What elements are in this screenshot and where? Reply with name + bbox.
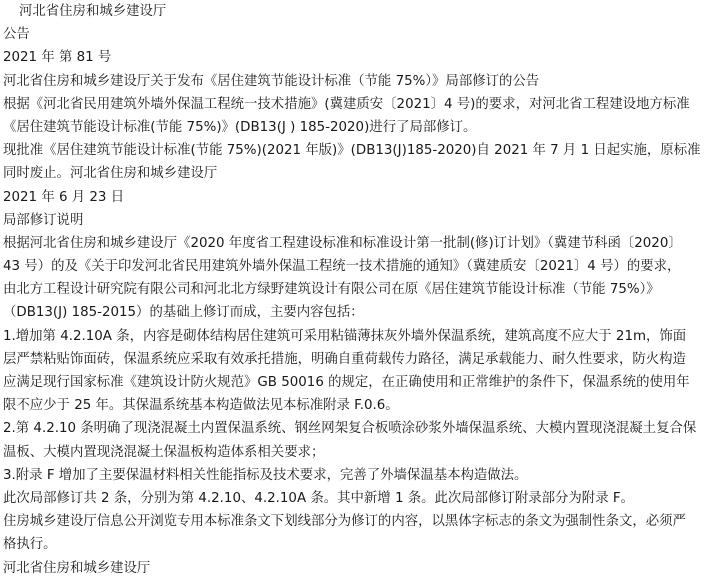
- paragraph-1-line-2: 《居住建筑节能设计标准(节能 75%)》(DB13(J ) 185-2020)进行了局部修订。: [3, 119, 477, 135]
- item-2-line-2: 温板、大模内置现浇混凝土保温板构造体系相关要求；: [3, 444, 325, 460]
- document-body: [3, 0, 717, 580]
- header-org: 河北省住房和城乡建设厅: [19, 4, 167, 19]
- notice-title: 河北省住房和城乡建设厅关于发布《居住建筑节能设计标准（节能 75%）》局部修订的公告: [3, 73, 540, 89]
- issue-date: 2021 年 6 月 23 日: [3, 189, 125, 205]
- notice-label: 公告: [3, 27, 30, 43]
- paragraph-2-line-1: 现批准《居住建筑节能设计标准(节能 75%)(2021 年版)》(DB13(J)185-2020)自 2021 年 7 月 1 日起实施，原标准: [3, 143, 701, 159]
- summary-line: 此次局部修订共 2 条，分别为第 4.2.10、4.2.10A 条。其中新增 1 条。此次局部修订附录部分为附录 F。: [3, 490, 634, 506]
- item-1-line-3: 应满足现行国家标准《建筑设计防火规范》GB 50016 的规定，在正确使用和正常维护的条件下，保温系统的使用年: [3, 375, 690, 390]
- item-3-line-1: 3.附录 F 增加了主要保温材料相关性能指标及技术要求，完善了外墙保温基本构造做法。: [3, 467, 528, 483]
- item-1-line-2: 层严禁粘贴饰面砖，保温系统应采取有效承托措施，明确自重荷载传力路径，满足承载能力、耐久性要求，防火构造: [3, 351, 686, 367]
- paragraph-3-line-4: （DB13(J) 185-2015）的基础上修订而成，主要内容包括：: [3, 305, 364, 321]
- note-line-1: 住房城乡建设厅信息公开浏览专用本标准条文下划线部分为修订的内容，以黑体字标志的条文为强制性条文，必须严: [3, 514, 686, 530]
- item-1-line-4: 限不应少于 25 年。其保温系统基本构造做法见本标准附录 F.0.6。: [3, 398, 399, 414]
- paragraph-3-line-1: 根据河北省住房和城乡建设厅《2020 年度省工程建设标准和标准设计第一批制(修)订计划》（冀建节科函〔2020〕: [3, 235, 682, 251]
- notice-number: 2021 年 第 81 号: [3, 50, 112, 66]
- footer-org: 河北省住房和城乡建设厅: [3, 560, 151, 576]
- paragraph-1-line-1: 根据《河北省民用建筑外墙外保温工程统一技术措施》(冀建质安〔2021〕4 号)的要求，对河北省工程建设地方标准: [3, 96, 690, 112]
- paragraph-3-line-3: 由北方工程设计研究院有限公司和河北北方绿野建筑设计有限公司在原《居住建筑节能设计标准（节能 75%）》: [3, 282, 660, 298]
- explanation-heading: 局部修订说明: [3, 212, 84, 228]
- item-2-line-1: 2.第 4.2.10 条明确了现浇混凝土内置保温系统、钢丝网架复合板喷涂砂浆外墙保温系统、大模内置现浇混凝土复合保: [3, 421, 697, 437]
- item-1-line-1: 1.增加第 4.2.10A 条，内容是砌体结构居住建筑可采用粘锚薄抹灰外墙外保温系统，建筑高度不应大于 21m，饰面: [3, 328, 687, 344]
- paragraph-2-line-2: 同时废止。河北省住房和城乡建设厅: [3, 166, 218, 182]
- note-line-2: 格执行。: [3, 537, 57, 553]
- paragraph-3-line-2: 43 号）的及《关于印发河北省民用建筑外墙外保温工程统一技术措施的通知》（冀建质安〔2021〕4 号）的要求，: [3, 259, 681, 275]
